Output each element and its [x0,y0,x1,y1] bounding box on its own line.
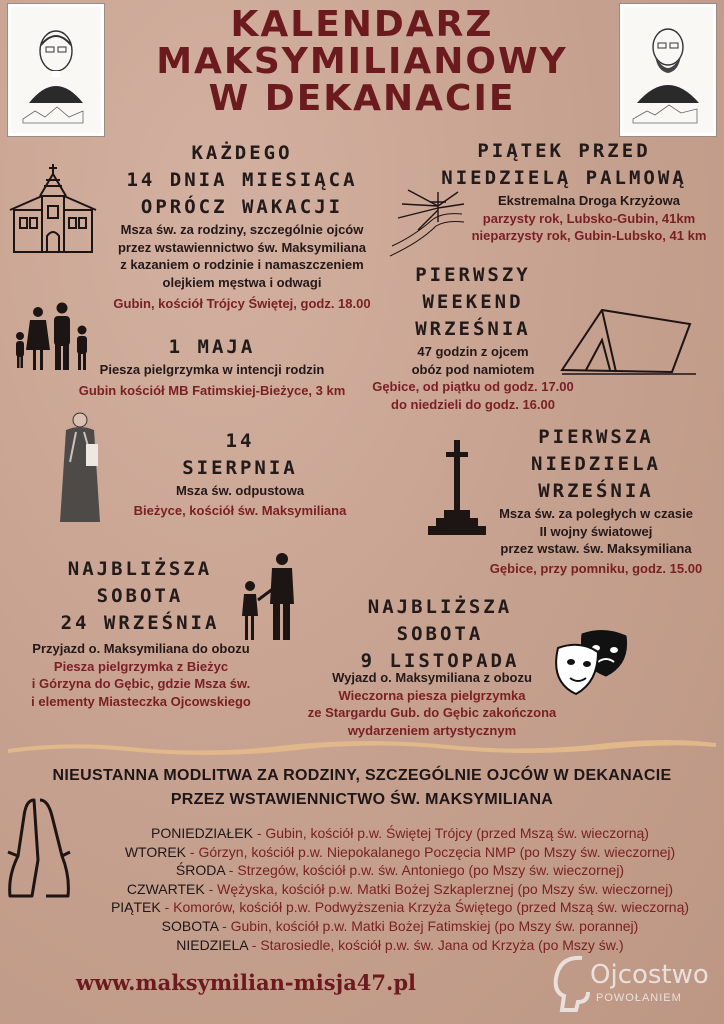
event-palm [414,138,714,245]
schedule-place: - Gubin, kościół p.w. Matki Bożej Fatimskiej (po Mszy św. porannej) [218,917,639,934]
schedule-day: SOBOTA [161,917,219,934]
schedule-day: WTOREK [124,843,187,860]
event-sunday-text [476,505,716,577]
heading-line: SOBOTA [396,623,484,645]
event-sunday-place: Gębice, przy pomniku, godz. 15.00 [489,560,703,576]
event-sept24-body: Przyjazd o. Maksymiliana do obozu [32,641,250,656]
schedule-row [80,843,720,862]
event-nov9-text [282,669,582,739]
body-line: obóz pod namiotem [411,361,535,377]
praying-hands-icon [4,796,74,911]
heading-line: KAŻDEGO [191,142,293,164]
heading-line: 14 [225,430,255,452]
event-sept24 [20,556,260,637]
schedule-place: - Gubin, kościół p.w. Świętej Trójcy (przed Mszą św. wieczorną) [252,825,649,841]
event-palm-places [464,210,714,245]
heading-line: NAJBLIŻSZA [67,558,213,580]
heading-line: PIERWSZY [415,264,531,286]
place-line: ze Stargardu Gub. do Gębic zakończona [307,705,557,720]
heading-line: SOBOTA [96,585,184,607]
heading-line: SIERPNIA [182,457,298,479]
event-weekend [368,262,578,413]
event-sept24-places [12,658,270,711]
schedule-place: - Starosiedle, kościół p.w. św. Jana od Krzyża (po Mszy św.) [247,936,624,953]
page-title [110,6,614,117]
place-line: Piesza pielgrzymka z Bieżyc [53,658,229,674]
portrait-left-icon [8,4,104,136]
title-line-2: MAKSYMILIANOWY [156,41,568,82]
father-child-icon [236,552,302,649]
heading-line: 14 DNIA MIESIĄCA [126,169,358,191]
event-monthly-heading [92,140,392,221]
heading-line: OPRÓCZ WAKACJI [140,196,344,218]
heading-line: 9 LISTOPADA [360,650,520,672]
title-line-3: W DEKANACIE [208,78,516,119]
schedule-day: PIĄTEK [110,899,161,916]
schedule-day: ŚRODA [175,862,225,879]
event-sept24-text [12,640,270,710]
heading-line: NIEDZIELĄ PALMOWĄ [441,167,687,189]
event-palm-heading [414,138,714,192]
event-monthly [92,140,392,313]
event-nov9-body: Wyjazd o. Maksymiliana z obozu [332,670,532,685]
schedule-place: - Górzyn, kościół p.w. Niepokalanego Poczęcia NMP (po Mszy św. wieczornej) [186,843,676,860]
heading-line: PIERWSZA [538,426,654,448]
schedule-day: PONIEDZIAŁEK [151,825,253,841]
body-line: z kazaniem o rodzinie i namaszczeniem [120,257,364,272]
heading-line: NAJBLIŻSZA [367,596,513,618]
event-august-body: Msza św. odpustowa [175,483,305,498]
schedule-row [80,898,720,917]
body-line: Msza św. za rodziny, szczególnie ojców [120,222,364,237]
schedule-place: - Wężyska, kościół p.w. Matki Bożej Szkaplerznej (po Mszy św. wieczornej) [204,880,674,897]
schedule-place: - Strzegów, kościół p.w. św. Antoniego (po Mszy św. wieczornej) [224,862,625,879]
schedule-row [80,936,720,955]
website-link[interactable]: www.maksymilian-misja47.pl [76,970,416,995]
heading-line: NIEDZIELA [531,453,661,475]
event-sunday-heading [486,424,706,505]
place-line: i Górzyna do Gębic, gdzie Msza św. [31,676,251,691]
event-monthly-body [92,221,392,291]
place-line: parzysty rok, Lubsko-Gubin, 41km [482,210,696,226]
event-may [62,334,362,399]
event-nov9 [300,594,580,675]
event-sunday [486,424,706,505]
heading-line: WRZEŚNIA [538,480,654,502]
body-line: przez wstawiennictwo św. Maksymiliana [117,239,367,255]
logo-subtext: POWOŁANIEM [596,992,682,1004]
event-may-body: Piesza pielgrzymka w intencji rodzin [99,362,325,377]
event-may-heading: 1 MAJA [168,336,256,358]
schedule-row [80,917,720,936]
event-nov9-places [282,687,582,740]
prayer-heading-line-1: NIEUSTANNA MODLITWA ZA RODZINY, SZCZEGÓLNIE OJCÓW W DEKANACIE [52,767,672,784]
event-august-heading [90,428,390,482]
place-line: nieparzysty rok, Gubin-Lubsko, 41 km [471,228,707,243]
body-line: II wojny światowej [539,523,653,539]
place-line: i elementy Miasteczka Ojcowskiego [31,693,251,709]
place-line: do niedzieli do godz. 16.00 [391,396,555,412]
theatre-masks-icon [554,626,634,703]
heading-line: 24 WRZEŚNIA [60,612,220,634]
heading-line: PIĄTEK PRZED [477,140,651,162]
place-line: Gębice, od piątku od godz. 17.00 [372,379,574,394]
event-august [90,428,390,519]
logo-text: Ojcostwo [590,960,709,990]
section-divider [8,740,716,758]
event-sept24-heading [20,556,260,637]
event-monthly-place: Gubin, kościół Trójcy Świętej, godz. 18.00 [113,296,371,311]
schedule-row [80,861,720,880]
title-line-1: KALENDARZ [230,4,494,45]
schedule-row [80,824,720,843]
schedule-row [80,880,720,899]
prayer-heading-line-2: PRZEZ WSTAWIENNICTWO ŚW. MAKSYMILIANA [170,791,554,808]
church-icon [6,160,100,259]
event-may-place: Gubin kościół MB Fatimskiej-Bieżyce, 3 km [78,382,346,398]
schedule-day: CZWARTEK [126,880,205,897]
body-line: 47 godzin z ojcem [417,344,529,359]
event-palm-body: Ekstremalna Droga Krzyżowa [497,193,681,208]
place-line: Wieczorna piesza pielgrzymka [338,687,526,703]
event-sunday-body [476,505,716,558]
body-line: olejkiem męstwa i odwagi [162,274,322,290]
tent-icon [558,300,698,385]
event-weekend-body [368,343,578,378]
event-weekend-places [368,378,578,413]
event-nov9-heading [300,594,580,675]
event-august-place: Bieżyce, kościół św. Maksymiliana [133,502,347,518]
place-line: wydarzeniem artystycznym [347,722,517,738]
heading-line: WEEKEND [422,291,524,313]
portrait-right-icon [620,4,716,136]
prayer-schedule [80,824,720,954]
prayer-heading [0,764,724,812]
schedule-place: - Komorów, kościół p.w. Podwyższenia Krzyża Świętego (przed Mszą św. wieczorną) [160,899,690,916]
schedule-day: NIEDZIELA [176,936,248,953]
body-line: Msza św. za poległych w czasie [499,506,693,521]
body-line: przez wstaw. św. Maksymiliana [500,541,692,556]
heading-line: WRZEŚNIA [415,318,531,340]
event-weekend-heading [368,262,578,343]
